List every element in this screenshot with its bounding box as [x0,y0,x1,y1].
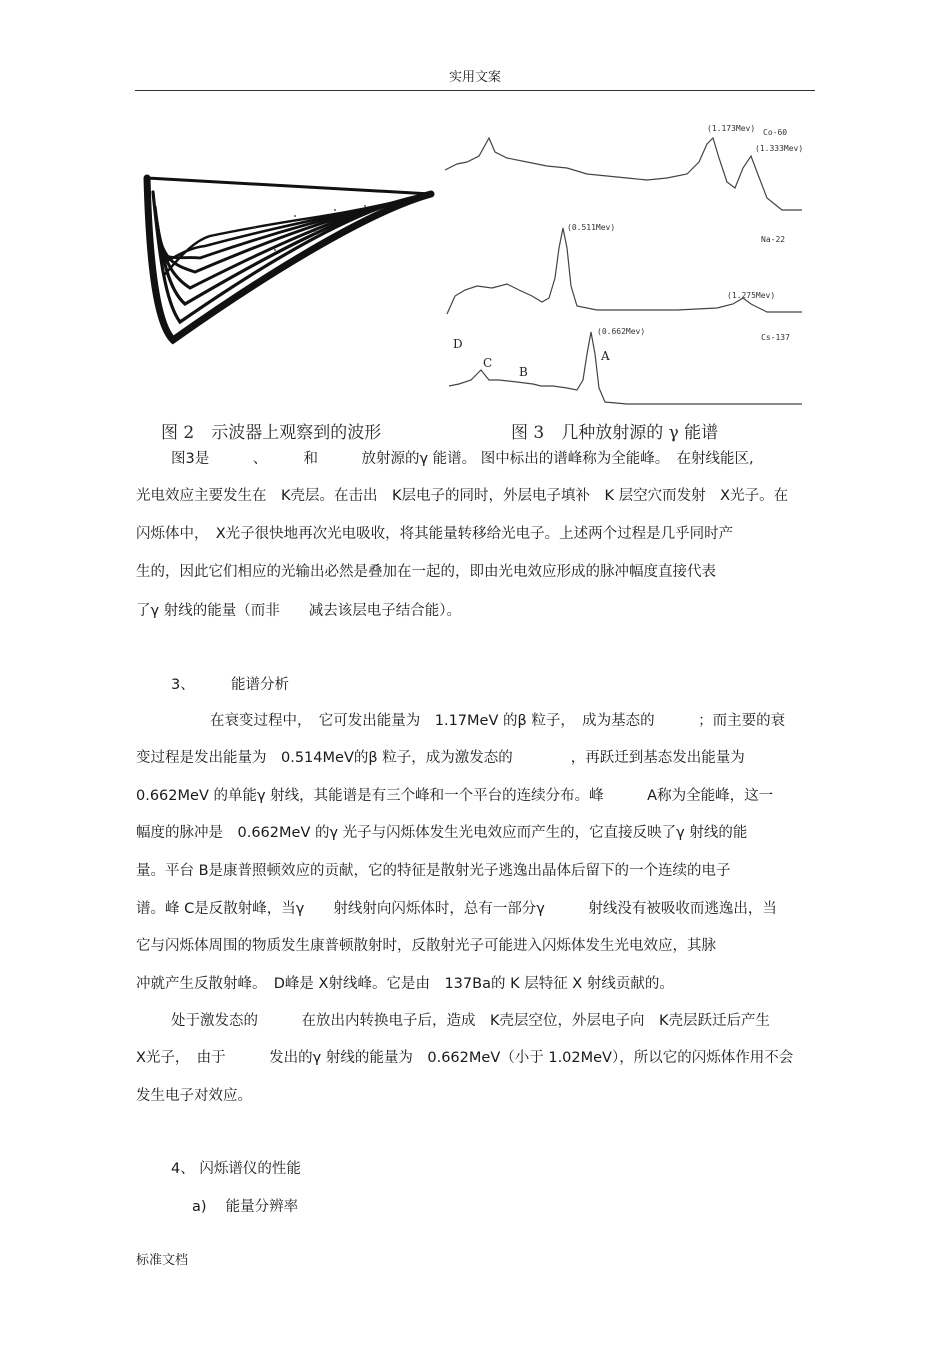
paragraph-line-5: 了γ 射线的能量（而非 减去该层电子结合能）。 [136,603,461,619]
paragraph-line-4: 生的，因此它们相应的光输出必然是叠加在一起的，即由光电效应形成的脉冲幅度直接代表 [136,564,716,580]
page-footer: 标准文档 [136,1253,189,1268]
section-3-heading: 3、 能谱分析 [171,677,289,693]
section-4-heading: 4、 闪烁谱仪的性能 [171,1161,301,1177]
section-4-sub-a: a) 能量分辨率 [192,1199,299,1215]
section-3-line-5: 量。平台 B是康普照顿效应的贡献，它的特征是散射光子逃逸出晶体后留下的一个连续的电子 [136,863,731,879]
na22-source-label: Na-22 [761,235,786,244]
section-3-line-2: 变过程是发出能量为 0.514MeV的β 粒子，成为激发态的 ，再跃迁到基态发出能量为 [136,750,745,766]
section-3-line-10: X光子， 由于 发出的γ 射线的能量为 0.662MeV（小于 1.02MeV），所以它的闪烁体作用不会 [136,1050,794,1066]
figure-3 [437,118,807,443]
paragraph-line-3: 闪烁体中， X光子很快地再次光电吸收，将其能量转移给光电子。上述两个过程是几乎同时产 [136,526,734,542]
co60-spectrum-curve [445,138,802,210]
co60-peak-2-label: (1.333Mev) [755,144,804,153]
marker-a: A [601,349,610,363]
paragraph-line-1: 图3是 、 和 放射源的γ 能谱。 图中标出的谱峰称为全能峰。 在射线能区, [171,451,754,467]
figure-3-caption: 图 3 几种放射源的 γ 能谱 [511,423,719,443]
cs137-source-label: Cs-137 [761,333,790,342]
marker-d: D [453,337,463,351]
section-3-line-3: 0.662MeV 的单能γ 射线，其能谱是有三个峰和一个平台的连续分布。峰 A称为全能峰，这一 [136,788,774,804]
gamma-spectra-image [437,118,807,413]
oscilloscope-waveform-image [135,162,435,412]
figure-2-caption: 图 2 示波器上观察到的波形 [161,423,382,443]
marker-b: B [519,365,528,379]
co60-peak-1-label: (1.173Mev) [707,124,756,133]
marker-c: C [483,356,493,370]
page-header: 实用文案 [448,70,501,85]
cs137-spectrum-curve [449,332,802,404]
section-3-line-7: 它与闪烁体周围的物质发生康普顿散射时，反散射光子可能进入闪烁体发生光电效应，其脉 [136,938,716,954]
section-3-line-9: 处于激发态的 在放出内转换电子后，造成 K壳层空位，外层电子向 K壳层跃迁后产生 [171,1013,771,1029]
section-3-line-11: 发生电子对效应。 [136,1088,252,1104]
co60-source-label: Co-60 [763,128,788,137]
section-3-line-4: 幅度的脉冲是 0.662MeV 的γ 光子与闪烁体发生光电效应而产生的，它直接反映了γ 射线的能 [136,825,748,841]
section-3-line-8: 冲就产生反散射峰。 D峰是 X射线峰。它是由 137Ba的 K 层特征 X 射线贡献的。 [136,976,674,992]
na22-peak-2-label: (1.275Mev) [727,291,776,300]
section-3-line-1: 在衰变过程中， 它可发出能量为 1.17MeV 的β 粒子， 成为基态的 ；而主要的衰 [210,713,786,729]
figure-2 [135,162,435,443]
paragraph-line-2: 光电效应主要发生在 K壳层。在击出 K层电子的同时，外层电子填补 K 层空穴而发射 X光子。在 [136,488,789,504]
na22-spectrum-curve [447,228,802,314]
cs137-peak-label: (0.662Mev) [597,327,646,336]
section-3-line-6: 谱。峰 C是反散射峰，当γ 射线射向闪烁体时，总有一部分γ 射线没有被吸收而逃逸出，当 [136,901,777,917]
na22-peak-1-label: (0.511Mev) [567,223,616,232]
header-rule [135,90,815,91]
